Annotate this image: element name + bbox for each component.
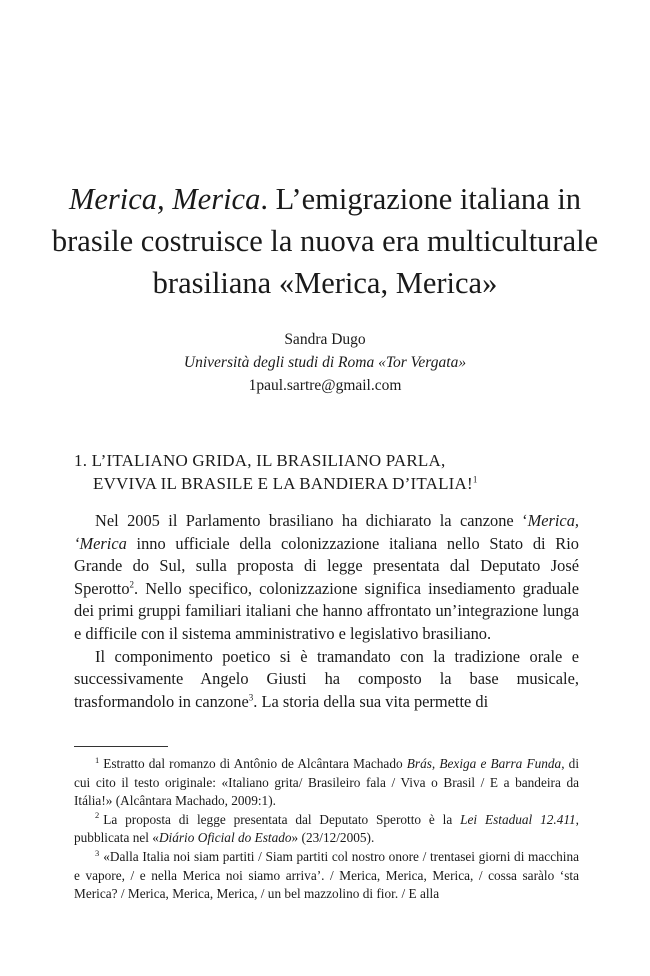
- fn1-text-a: Estratto dal romanzo di Antônio de Alcântara Machado: [103, 756, 407, 771]
- fn2-text-b: , pubblicata nel «: [74, 811, 579, 846]
- p1-text-a: Nel 2005 il Parlamento brasiliano ha dichiarato la canzone ‘: [95, 511, 528, 530]
- footnote-ref-1[interactable]: 1: [472, 474, 478, 485]
- footnote-3: [74, 848, 579, 904]
- section-title-line1: L’ITALIANO GRIDA, IL BRASILIANO PARLA,: [91, 451, 446, 470]
- paragraph-2: [74, 646, 579, 714]
- p2-text-a: Il componimento poetico si è tramandato con la tradizione orale e successivamente Angelo Giusti ha composto la base musicale, trasformandolo in canzone: [74, 646, 579, 711]
- p1-text-b: inno ufficiale della colonizzazione italiana nello Stato di Rio Grande do Sul, sulla proposta di legge presentata dal Deputato José Sperotto: [74, 533, 579, 598]
- footnote-1-number: 1: [95, 754, 100, 765]
- title-rest: . L’emigrazione italiana in brasile costruisce la nuova era multiculturale brasiliana «Merica, Merica»: [51, 182, 599, 300]
- section-number: 1.: [74, 451, 88, 470]
- footnote-ref-3[interactable]: 3: [248, 692, 254, 703]
- footnote-2-number: 2: [95, 810, 100, 821]
- article-title: [40, 178, 610, 304]
- song-title: Merica, ‘Merica: [74, 511, 579, 553]
- author-email: 1paul.sartre@gmail.com: [248, 377, 402, 394]
- footnote-ref-2[interactable]: 2: [129, 579, 135, 590]
- fn1-book-title: Brás, Bexiga e Barra Funda: [406, 756, 562, 771]
- body-text: [74, 510, 579, 713]
- fn2-text-c: » (23/12/2005).: [291, 830, 375, 846]
- footnote-1: [74, 755, 579, 811]
- p2-text-b: . La storia della sua vita permette di: [253, 691, 489, 711]
- footnotes: [74, 755, 579, 904]
- p1-text-c: . Nello specifico, colonizzazione significa insediamento graduale dei primi gruppi familiari italiani che hanno affrontato un’integrazione lunga e difficile con il sistema amministrativo e legislativo brasiliano.: [74, 578, 579, 643]
- author-name: Sandra Dugo: [284, 331, 366, 348]
- footnote-3-number: 3: [95, 847, 100, 858]
- fn2-journal-title: Diário Oficial do Estado: [158, 830, 292, 846]
- fn2-text-a: La proposta di legge presentata dal Deputato Sperotto è la: [103, 811, 461, 827]
- footnote-separator: [74, 746, 168, 747]
- section-title-line2: EVVIVA IL BRASILE E LA BANDIERA D’ITALIA!: [93, 474, 473, 493]
- fn2-law-title: Lei Estadual 12.411: [460, 811, 576, 827]
- paragraph-1: [74, 510, 579, 646]
- fn1-text-b: , di cui cito il testo originale: «Italiano grita/ Brasileiro fala / Viva o Brasil / E a bandeira da Itália!» (Alcântara Machado, 2009:1).: [74, 756, 580, 809]
- author-block: [0, 328, 650, 397]
- author-affiliation: Università degli studi di Roma «Tor Vergata»: [183, 354, 467, 371]
- section-heading: [74, 449, 594, 495]
- title-italic: Merica, Merica: [68, 182, 261, 216]
- fn3-text: «Dalla Italia noi siam partiti / Siam partiti col nostro onore / trentasei giorni di macchina e vapore, / e nella Merica noi siamo arriva’. / Merica, Merica, Merica, / cossa saràlo ‘sta Merica? / Merica, Merica, Merica, / un bel mazzolino di fior. / E alla: [74, 848, 579, 902]
- footnote-2: [74, 811, 579, 848]
